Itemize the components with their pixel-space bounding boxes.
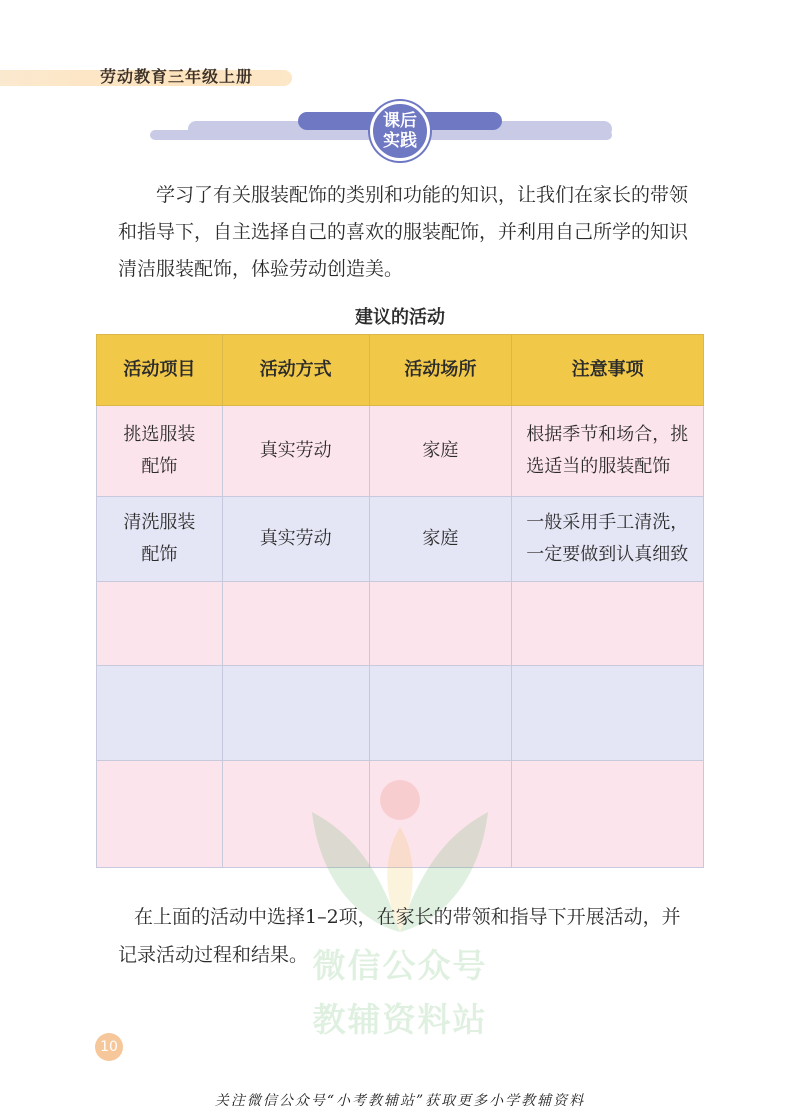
empty-cell[interactable]: [512, 761, 704, 868]
header-cell-note: 注意事项: [512, 335, 704, 406]
page-number: 10: [95, 1033, 123, 1061]
cell-note: 根据季节和场合，挑选适当的服装配饰: [512, 406, 704, 497]
header-cell-place: 活动场所: [369, 335, 512, 406]
empty-cell[interactable]: [97, 761, 223, 868]
empty-cell[interactable]: [97, 666, 223, 761]
empty-cell[interactable]: [222, 666, 369, 761]
table-title: 建议的活动: [355, 307, 445, 328]
cell-place: 家庭: [369, 497, 512, 582]
empty-cell[interactable]: [222, 582, 369, 666]
table-row-empty: [97, 666, 704, 761]
section-badge-line1: 课后: [383, 111, 417, 131]
cell-method: 真实劳动: [222, 406, 369, 497]
header-cell-method: 活动方式: [222, 335, 369, 406]
cell-item-text: 挑选服装 配饰: [123, 424, 196, 477]
cell-item: [97, 497, 223, 582]
section-badge-line2: 实践: [383, 131, 417, 151]
empty-cell[interactable]: [512, 666, 704, 761]
empty-cell[interactable]: [512, 582, 704, 666]
table-row: [97, 406, 704, 497]
watermark-text-2: 教辅资料站: [312, 1000, 488, 1039]
book-title: 劳动教育三年级上册: [100, 67, 254, 86]
section-badge: [370, 101, 430, 161]
table-row-empty: [97, 582, 704, 666]
empty-cell[interactable]: [97, 582, 223, 666]
watermark-text-1: 微信公众号: [312, 946, 488, 985]
cell-item: [97, 406, 223, 497]
intro-paragraph: 学习了有关服装配饰的类别和功能的知识，让我们在家长的带领和指导下，自主选择自己的喜欢的服装配饰，并利用自己所学的知识清洁服装配饰，体验劳动创造美。: [118, 184, 689, 280]
empty-cell[interactable]: [369, 666, 512, 761]
cell-place: 家庭: [369, 406, 512, 497]
empty-cell[interactable]: [369, 582, 512, 666]
cell-method: 真实劳动: [222, 497, 369, 582]
header-cell-item: 活动项目: [97, 335, 223, 406]
table-row: [97, 497, 704, 582]
cell-note: 一般采用手工清洗，一定要做到认真细致: [512, 497, 704, 582]
table-header-row: [97, 335, 704, 406]
footer-note: 关注微信公众号“小考教辅站”获取更多小学教辅资料: [214, 1093, 586, 1109]
cell-item-text: 清洗服装 配饰: [123, 512, 196, 565]
outro-paragraph: 在上面的活动中选择1–2项，在家长的带领和指导下开展活动，并记录活动过程和结果。: [118, 906, 681, 966]
